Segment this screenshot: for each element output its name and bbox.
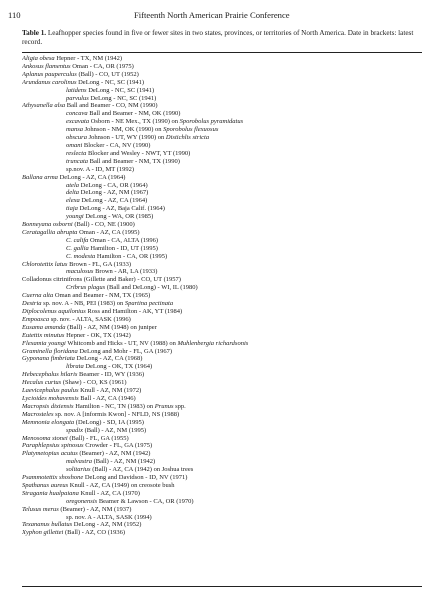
species-entry — [22, 268, 422, 276]
species-entry — [22, 55, 422, 63]
record-details: Beamer - ID, WY (1936) — [77, 371, 145, 379]
taxon-name: Ballana arma — [22, 173, 58, 181]
record-details: sp. nov. A [informis Kwon] - NFLD, NS (1988) — [53, 410, 180, 418]
record-details: Hamilton - ID, UT (1995) — [88, 244, 158, 252]
taxon-name: Athysanella alsa — [22, 102, 66, 110]
species-entry — [22, 276, 422, 284]
taxon-name: delta — [66, 189, 79, 197]
species-entry — [22, 229, 422, 237]
record-details: Ross and Hamilton - AK, YT (1984) — [85, 308, 183, 315]
species-entry — [22, 442, 422, 450]
taxon-name: Paraphlepsius spinosus — [22, 442, 84, 450]
species-entry — [22, 189, 422, 197]
taxon-name: Aligia obesa — [22, 55, 55, 62]
species-entry — [22, 182, 422, 190]
species-entry — [22, 435, 422, 443]
record-details: DeLong - AZ, CA (1964) — [79, 197, 148, 205]
record-details: (DeLong) - SD, IA (1995) — [74, 418, 144, 426]
record-details: sp. nov. A - ALTA, SASK (1994) — [66, 513, 152, 521]
record-details: Ball and Beamer - NM, TX (1990) — [88, 157, 180, 165]
species-entry — [22, 514, 422, 522]
record-details: Hamilton - CA, OR (1995) — [95, 252, 168, 260]
taxon-name: Graminella floridana — [22, 347, 78, 355]
species-entry — [22, 292, 422, 300]
species-entry — [22, 466, 422, 474]
species-entry — [22, 150, 422, 158]
record-details: Oman - CA, OR (1975) — [70, 62, 134, 70]
species-entry — [22, 506, 422, 514]
taxon-name: librata — [66, 363, 84, 371]
species-entry — [22, 71, 422, 79]
record-details: (Ball) - AZ, NM (1948) on juniper — [65, 323, 157, 331]
record-details: DeLong - NC, SC (1941) — [76, 78, 145, 86]
record-details: sp. nov. A - NB, PEI (1983) on — [41, 300, 125, 308]
species-entry — [22, 300, 422, 308]
host-plant: Sporobolus flexuosus — [163, 126, 219, 134]
taxon-name: reslecta — [66, 149, 87, 157]
taxon-name: C. gallia — [66, 244, 89, 252]
species-entry — [22, 63, 422, 71]
record-details: DeLong - AZ, NM (1952) — [72, 521, 142, 529]
record-details: Ball and Beamer - NM, OK (1990) — [87, 110, 181, 118]
species-entry — [22, 308, 422, 316]
taxon-name: Ceratagallia abrupta — [22, 228, 78, 236]
record-details: sp.nov. A - ID, MT (1992) — [66, 165, 135, 173]
record-details: (Ball) - CO, NE (1900) — [72, 221, 135, 229]
record-details: DeLong - CA, OR (1964) — [79, 181, 148, 189]
record-details: DeLong - AZ, Baja Calif. (1964) — [77, 205, 165, 213]
record-details: DeLong and Mohr - FL, GA (1967) — [77, 347, 173, 355]
record-details: Knull - AZ, CA (1970) — [78, 489, 140, 497]
taxon-name: Lycioides mohavensis — [22, 394, 79, 402]
species-entry — [22, 158, 422, 166]
taxon-name: Arundanus carolinus — [22, 78, 77, 86]
taxon-name: Hecalus curtus — [22, 379, 62, 387]
page-header — [8, 10, 432, 22]
taxon-name: Aplanus pauperculus — [22, 70, 77, 78]
species-entry — [22, 166, 422, 174]
taxon-name: elexa — [66, 197, 80, 205]
record-details: Brown - AR, LA (1933) — [93, 268, 158, 276]
species-entry — [22, 316, 422, 324]
species-entry — [22, 355, 422, 363]
host-plant: Spartina pectinata — [124, 300, 174, 308]
species-entry — [22, 324, 422, 332]
taxon-name: Chlorotettix latus — [22, 260, 68, 268]
host-plant: Muhlenbergia richardsonis — [177, 339, 249, 347]
record-details: sp. nov. - ALTA, SASK (1996) — [49, 315, 131, 323]
record-details: (Ball) - FL, GA (1955) — [67, 434, 129, 442]
species-entry — [22, 395, 422, 403]
record-details: DeLong - AZ, CA (1968) — [74, 355, 143, 363]
species-entry — [22, 419, 422, 427]
species-entry — [22, 205, 422, 213]
record-suffix: spp. — [173, 402, 186, 410]
record-details: DeLong - WA, OR (1985) — [83, 213, 154, 221]
record-details: (Beamer) - AZ, NM (1942) — [77, 450, 151, 458]
record-details: (Ball) - AZ, CO (1936) — [63, 529, 126, 537]
record-details: (Ball) - CO, UT (1952) — [76, 70, 139, 78]
species-entry — [22, 102, 422, 110]
record-details: Ball - AZ, CA (1946) — [78, 394, 136, 402]
taxon-name: C. califa — [66, 236, 89, 244]
taxon-name: Telusus merus — [22, 505, 59, 513]
taxon-name: Xyphon gillettei — [22, 529, 64, 537]
species-entry — [22, 126, 422, 134]
table-top-rule — [22, 52, 422, 53]
taxon-name: Eusama amanda — [22, 323, 66, 331]
species-entry — [22, 450, 422, 458]
record-details: (Ball and DeLong) - WI, IL (1980) — [105, 284, 198, 292]
record-details: Blocker - CA, NV (1990) — [82, 141, 151, 149]
record-details: (Ball) - AZ, NM (1995) — [82, 426, 147, 434]
taxon-name: Macropsis dixiensis — [22, 402, 74, 410]
species-entry — [22, 79, 422, 87]
species-entry — [22, 87, 422, 95]
record-details: Brown - FL, GA (1933) — [67, 260, 132, 268]
species-entry — [22, 387, 422, 395]
record-details: Oman - CA, ALTA (1996) — [88, 236, 159, 244]
host-plant: Sporobolus pyramidatus — [179, 118, 244, 126]
taxon-name: parvulus — [66, 94, 89, 102]
species-entry — [22, 95, 422, 103]
taxon-name: Menosoma stonei — [22, 434, 68, 442]
species-entry — [22, 529, 422, 537]
page-number: 110 — [8, 10, 21, 20]
species-entry — [22, 142, 422, 150]
species-entry — [22, 474, 422, 482]
record-details: Colladonus citrinifrons (Gillette and Baker) - CO, UT (1957) — [22, 276, 181, 284]
species-entry — [22, 482, 422, 490]
species-entry — [22, 363, 422, 371]
species-entry — [22, 110, 422, 118]
species-entry — [22, 521, 422, 529]
taxon-name: obscura — [66, 134, 87, 142]
record-details: Whitcomb and Hicks - UT, NV (1988) on — [65, 339, 178, 347]
record-details: DeLong - AZ, CA (1964) — [57, 173, 126, 181]
taxon-name: Ankosus flamentus — [22, 62, 71, 70]
species-entry — [22, 403, 422, 411]
taxon-name: Psammotettix shoshone — [22, 474, 84, 482]
taxon-name: Cribrus plagus — [66, 284, 106, 292]
taxon-name: Laevicephalus paulus — [22, 387, 79, 395]
record-details: Knull - AZ, CA (1949) on creosote bush — [68, 481, 175, 489]
species-entry — [22, 197, 422, 205]
taxon-name: Texananus bullatus — [22, 521, 73, 529]
species-list — [22, 55, 422, 537]
record-details: Hamilton - NC, TN (1983) on — [73, 402, 155, 410]
species-entry — [22, 490, 422, 498]
record-details: DeLong - AZ, NM (1967) — [79, 189, 149, 197]
taxon-name: Gyponana fimbriata — [22, 355, 75, 363]
record-details: (Ball) - AZ, CA (1942) on Joshua trees — [90, 466, 194, 474]
taxon-name: oregonensis — [66, 497, 98, 505]
species-entry — [22, 284, 422, 292]
record-details: Hepner - TX, NM (1942) — [54, 55, 123, 62]
taxon-name: spadix — [66, 426, 83, 434]
taxon-name: Bonneyana osborni — [22, 221, 73, 229]
species-entry — [22, 379, 422, 387]
taxon-name: Cuerna alta — [22, 292, 54, 300]
species-entry — [22, 332, 422, 340]
taxon-name: maculosus — [66, 268, 94, 276]
taxon-name: C. modesta — [66, 252, 96, 260]
species-entry — [22, 348, 422, 356]
species-entry — [22, 498, 422, 506]
record-details: (Shaw) - CO, KS (1961) — [61, 379, 127, 387]
species-entry — [22, 458, 422, 466]
record-details: DeLong - NC, SC (1941) — [88, 94, 157, 102]
taxon-name: solitarius — [66, 466, 91, 474]
species-entry — [22, 261, 422, 269]
table-bottom-rule — [22, 586, 422, 587]
table-caption — [22, 29, 422, 48]
taxon-name: tiaja — [66, 205, 78, 213]
taxon-name: Destria — [22, 300, 42, 308]
species-entry — [22, 427, 422, 435]
record-details: Hepner - OK, TX (1942) — [64, 331, 131, 339]
taxon-name: Hebecephalus hilaris — [22, 371, 78, 379]
record-details: (Ball) - AZ, NM (1942) — [92, 458, 156, 466]
species-entry — [22, 237, 422, 245]
taxon-name: omani — [66, 141, 83, 149]
record-details: Knull - AZ, NM (1972) — [78, 387, 142, 395]
record-details: DeLong - NC, SC (1941) — [86, 86, 155, 94]
taxon-name: Platymetopius acutus — [22, 450, 78, 458]
taxon-name: Macrosteles — [22, 410, 54, 418]
record-details: Oman - AZ, CA (1995) — [77, 228, 140, 236]
taxon-name: concava — [66, 110, 88, 118]
table-caption-text: Leafhopper species found in five or fewer sites in two states, provinces, or territories of North America. Date in brackets: latest record. — [22, 29, 414, 47]
species-entry — [22, 221, 422, 229]
taxon-name: Empoasca — [22, 315, 50, 323]
taxon-name: Stragania hualpaiana — [22, 489, 79, 497]
host-plant: Distichlis stricta — [165, 134, 210, 142]
taxon-name: atela — [66, 181, 79, 189]
record-details: DeLong - OK, TX (1964) — [83, 363, 153, 371]
species-entry — [22, 245, 422, 253]
species-entry — [22, 371, 422, 379]
species-entry — [22, 118, 422, 126]
record-details: DeLong and Davidson - ID, NV (1971) — [83, 474, 188, 482]
record-details: Beamer & Lawson - CA, OR (1970) — [97, 497, 194, 505]
taxon-name: Flexamia youngi — [22, 339, 66, 347]
taxon-name: Diplocolenus aquilonius — [22, 308, 86, 315]
taxon-name: latidens — [66, 86, 87, 94]
taxon-name: malvastra — [66, 458, 92, 466]
taxon-name: truncata — [66, 157, 89, 165]
species-entry — [22, 253, 422, 261]
record-details: Ball and Beamer - CO, NM (1990) — [65, 102, 158, 110]
record-details: Oman and Beamer - NM, TX (1965) — [53, 292, 151, 300]
species-entry — [22, 174, 422, 182]
running-title: Fifteenth North American Prairie Conference — [134, 10, 290, 20]
taxon-name: youngi — [66, 213, 84, 221]
record-details: Crowder - FL, GA (1975) — [83, 442, 153, 450]
taxon-name: Memnonia elongata — [22, 418, 75, 426]
record-details: Osborn - NE Mex., TX (1990) on — [89, 118, 180, 126]
record-details: Johnson - NM, OK (1990) on — [82, 126, 164, 134]
taxon-name: Eutettix minutus — [22, 331, 65, 339]
species-entry — [22, 134, 422, 142]
taxon-name: mansa — [66, 126, 83, 134]
species-entry — [22, 340, 422, 348]
species-entry — [22, 411, 422, 419]
species-entry — [22, 213, 422, 221]
record-details: (Beamer) - AZ, NM (1937) — [58, 505, 132, 513]
table-label: Table 1. — [22, 29, 47, 37]
taxon-name: excavata — [66, 118, 90, 126]
taxon-name: Spathanus aureus — [22, 481, 69, 489]
record-details: Johnson - UT, WY (1990) on — [86, 134, 166, 142]
record-details: Blocker and Wesley - NWT, YT (1990) — [86, 149, 191, 157]
host-plant: Prunus — [154, 402, 174, 410]
